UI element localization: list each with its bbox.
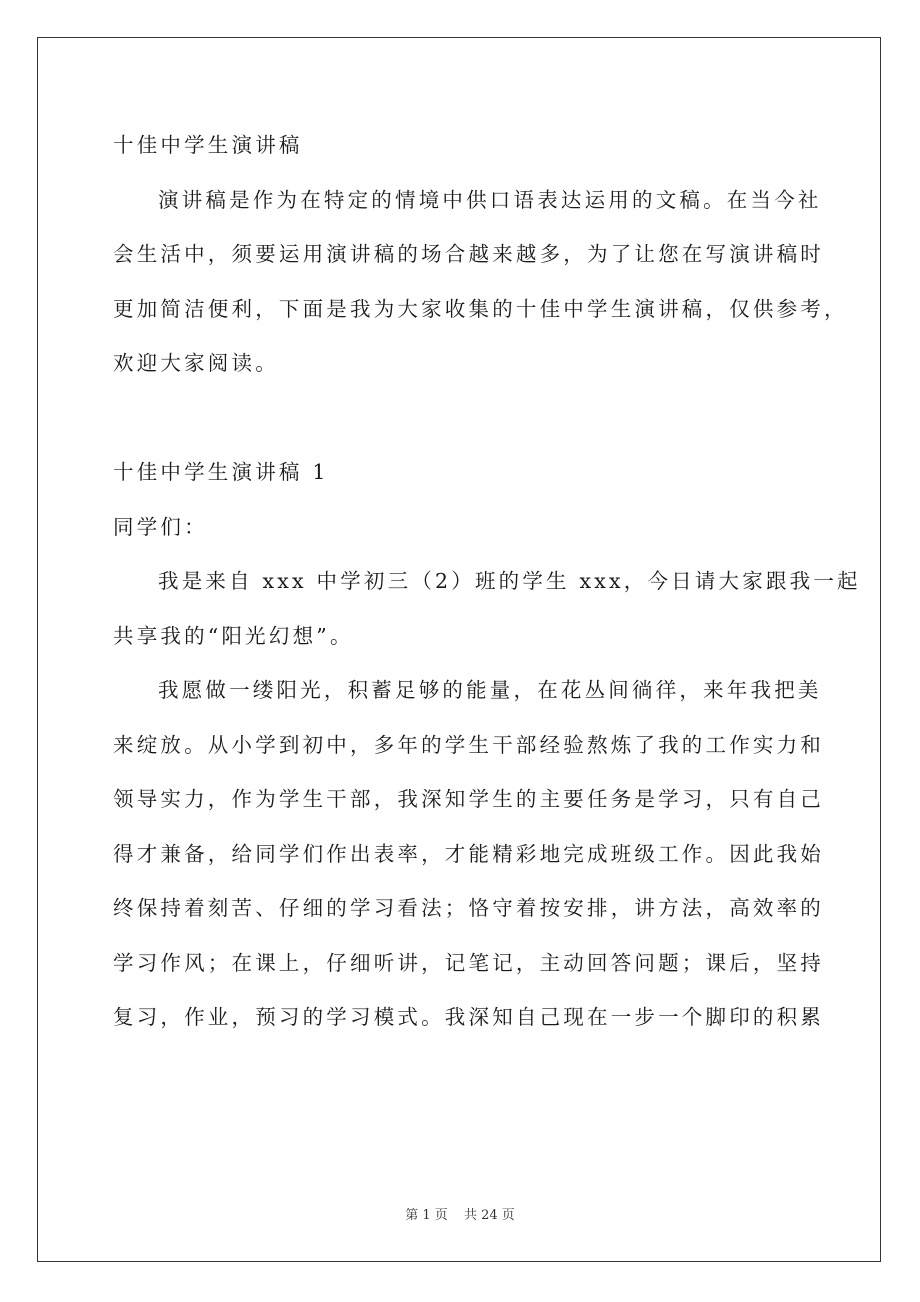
document-body	[113, 118, 861, 1045]
text-line: 我愿做一缕阳光，积蓄足够的能量，在花丛间徜徉，来年我把美	[158, 678, 822, 702]
paragraph	[113, 663, 824, 1045]
text-line: 复习，作业，预习的学习模式。我深知自己现在一步一个脚印的积累	[113, 1005, 824, 1029]
text-line: 会生活中，须要运用演讲稿的场合越来越多，为了让您在写演讲稿时	[113, 242, 824, 266]
text-line: 来绽放。从小学到初中，多年的学生干部经验熬炼了我的工作实力和	[113, 732, 824, 757]
intro-paragraph	[113, 173, 848, 391]
text-line: 更加简洁便利，下面是我为大家收集的十佳中学生演讲稿，仅供参考，	[113, 296, 848, 321]
text-line: 终保持着刻苦、仔细的学习看法；恪守着按安排，讲方法，高效率的	[113, 896, 824, 920]
document-title: 十佳中学生演讲稿	[113, 133, 303, 157]
page-number-total: 共 24 页	[463, 1208, 515, 1223]
page-footer	[0, 1204, 920, 1223]
text-line: 领导实力，作为学生干部，我深知学生的主要任务是学习，只有自己	[113, 787, 824, 811]
paragraph	[113, 554, 861, 663]
section-heading: 十佳中学生演讲稿 1	[113, 460, 329, 484]
text-line: 得才兼备，给同学们作出表率，才能精彩地完成班级工作。因此我始	[113, 841, 824, 866]
text-line: 学习作风；在课上，仔细听讲，记笔记，主动回答问题；课后，坚持	[113, 950, 824, 975]
page-number-current: 第 1 页	[405, 1208, 448, 1223]
text-line: 共享我的“阳光幻想”。	[113, 623, 354, 648]
text-line: 欢迎大家阅读。	[113, 351, 279, 375]
spacer	[113, 391, 813, 446]
text-line: 我是来自 xxx 中学初三（2）班的学生 xxx，今日请大家跟我一起	[158, 569, 861, 593]
salutation: 同学们：	[113, 514, 208, 539]
text-line: 演讲稿是作为在特定的情境中供口语表达运用的文稿。在当今社	[158, 187, 822, 212]
